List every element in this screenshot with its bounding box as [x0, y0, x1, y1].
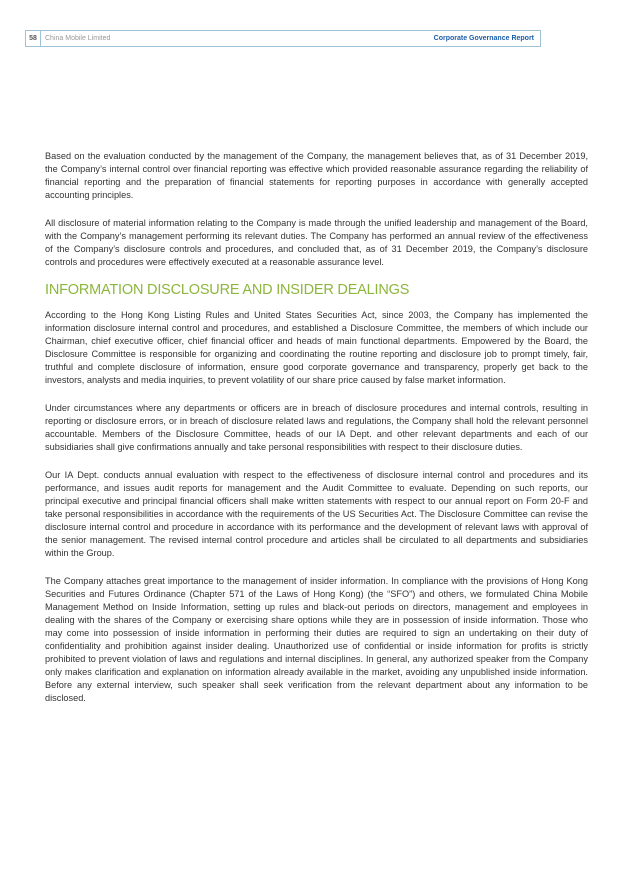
- company-name: China Mobile Limited: [45, 35, 111, 42]
- paragraph: Under circumstances where any departments or officers are in breach of disclosure procedures and internal controls, resulting in reporting or disclosure errors, or in breach of disclosure related laws and regulations, the Company shall hold the relevant personnel accountable. Members of the Disclosure Committee, heads of our IA Dept. and other relevant departments and each of our subsidiaries shall give confirmations annually and take personal responsibilities with respect to their disclosure duties.: [45, 403, 588, 452]
- document-body: [45, 150, 588, 720]
- paragraph: According to the Hong Kong Listing Rules and United States Securities Act, since 2003, the Company has implemented the information disclosure internal control and procedures, and established a Disclosure Committee, the members of which include our Chairman, chief executive officer, chief financial officer and heads of main functional departments. Empowered by the Board, the Disclosure Committee is responsible for organizing and coordinating the routine reporting and disclosure job to prompt timely, fair, truthful and complete disclosure of information, ensure good corporate governance and transparency, properly get back to the investors, analysts and media inquiries, to prevent volatility of our share price caused by false market information.: [45, 310, 588, 385]
- paragraph: Based on the evaluation conducted by the management of the Company, the management believes that, as of 31 December 2019, the Company’s internal control over financial reporting was effective which provided reasonable assurance regarding the reliability of financial reporting and the preparation of financial statements for reporting purposes in accordance with generally accepted accounting principles.: [45, 151, 588, 200]
- paragraph: The Company attaches great importance to the management of insider information. In compliance with the provisions of Hong Kong Securities and Futures Ordinance (Chapter 571 of the Laws of Hong Kong) (the “SFO”) and others, we formulated China Mobile Management Method on Inside Information, setting up rules and black-out periods on directors, management and employees in dealing with the shares of the Company or exercising share options while they are in possession of inside information. Those who may come into possession of inside information in performing their duties are required to sign an undertaking on their duty of confidentiality and prohibition against insider dealing. Unauthorized use of confidential or inside information for profits is strictly prohibited to prevent violation of laws and regulations and internal disciplines. In general, any authorized speaker from the Company only makes clarification and explanation on information already available in the market, avoiding any unpublished inside information. Before any external interview, such speaker shall seek verification from the relevant department about any information to be disclosed.: [45, 576, 588, 703]
- page-header: [25, 30, 541, 47]
- page-number: 58: [26, 31, 41, 46]
- section-heading: INFORMATION DISCLOSURE AND INSIDER DEALINGS: [45, 282, 410, 298]
- section-title: Corporate Governance Report: [433, 35, 534, 42]
- paragraph: All disclosure of material information relating to the Company is made through the unified leadership and management of the Board, with the Company’s management performing its relevant duties. The Company has performed an annual review of the effectiveness of the Company’s disclosure controls and procedures, and concluded that, as of 31 December 2019, the Company’s disclosure controls and procedures were effectively executed at a reasonable assurance level.: [45, 218, 588, 267]
- paragraph: Our IA Dept. conducts annual evaluation with respect to the effectiveness of disclosure internal control and procedures and its performance, and issues audit reports for management and the Audit Committee to evaluate. Depending on such reports, our principal executive and principal financial officers shall make written statements with respect to our annual report on Form 20-F and take personal responsibilities in accordance with the requirements of the US Securities Act. The Disclosure Committee can revise the disclosure internal control and procedure in accordance with its performance and the development of relevant laws with approval of the senior management. The revised internal control procedure and articles shall be circulated to all departments and subsidiaries within the Group.: [45, 470, 588, 558]
